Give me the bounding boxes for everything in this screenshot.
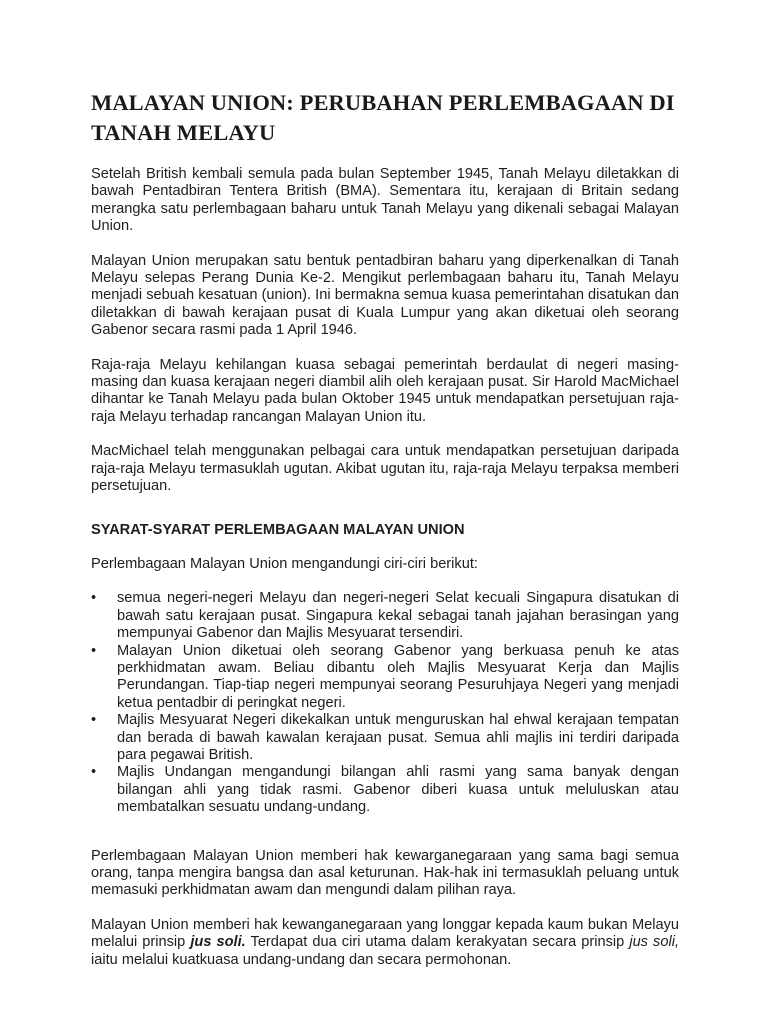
list-item-text: Majlis Mesyuarat Negeri dikekalkan untuk menguruskan hal ehwal kerajaan tempatan dan berada di bawah kawalan kerajaan pusat. Semua ahli majlis ini terdiri daripada para pegawai British. [117,712,679,763]
bullet-icon: • [91,712,97,729]
spacer [91,834,679,848]
bullet-icon: • [91,590,97,607]
document-title: MALAYAN UNION: PERUBAHAN PERLEMBAGAAN DI TANAH MELAYU [91,90,675,145]
list-item-text: Majlis Undangan mengandungi bilangan ahli rasmi yang sama banyak dengan bilangan ahli yang tidak rasmi. Gabenor diberi kuasa untuk meluluskan atau membatalkan sesuatu undang-undang. [117,764,679,816]
list-item [90,643,679,713]
bullet-icon: • [91,642,97,659]
list-item-text: Malayan Union diketuai oleh seorang Gabenor yang berkuasa penuh ke atas perkhidmatan awam. Beliau dibantu oleh Majlis Mesyuarat Kerja dan Majlis Perundangan. Tiap-tiap negeri mempunyai seorang Pesuruhjaya Negeri yang menjadi ketua pentadbir di peringkat negeri. [117,642,679,711]
jus-soli-text-3: iaitu melalui kuatkuasa undang-undang dan secara permohonan. [91,951,512,968]
list-item [90,590,679,642]
list-item [90,712,679,764]
list-item-text: semua negeri-negeri Melayu dan negeri-negeri Selat kecuali Singapura disatukan di bawah satu kerajaan pusat. Singapura kekal sebagai tanah jajahan berasingan yang mempunyai Gabenor dan Majlis Mesyuarat tersendiri. [117,590,679,642]
document-page [91,88,679,986]
paragraph-intro-2: Malayan Union merupakan satu bentuk pentadbiran baharu yang diperkenalkan di Tanah Melayu selepas Perang Dunia Ke-2. Mengikut perlembagaan baharu itu, Tanah Melayu menjadi sebuah kesatuan (union). Ini bermakna semua kuasa pemerintahan disatukan dan diletakkan di bawah kerajaan pusat di Kuala Lumpur yang akan diketuai oleh seorang Gabenor secara rasmi pada 1 April 1946. [91,252,679,339]
paragraph-intro-4: MacMichael telah menggunakan pelbagai cara untuk mendapatkan persetujuan daripada raja-raja Melayu termasuklah ugutan. Akibat ugutan itu, raja-raja Melayu terpaksa memberi persetujuan. [91,443,679,495]
section-heading: SYARAT-SYARAT PERLEMBAGAAN MALAYAN UNION [91,521,465,538]
paragraph-citizenship: Perlembagaan Malayan Union memberi hak kewarganegaraan yang sama bagi semua orang, tanpa mengira bangsa dan asal keturunan. Hak-hak ini termasuklah peluang untuk memasuki perkhidmatan awam dan mengundi dalam pilihan raya. [91,847,679,899]
section-intro: Perlembagaan Malayan Union mengandungi ciri-ciri berikut: [91,555,478,572]
jus-soli-text-2: Terdapat dua ciri utama dalam kerakyatan secara prinsip [245,934,630,951]
paragraph-intro-1: Setelah British kembali semula pada bulan September 1945, Tanah Melayu diletakkan di bawah Pentadbiran Tentera British (BMA). Sementara itu, kerajaan di Britain sedang merangka satu perlembagaan baharu untuk Tanah Melayu yang dikenali sebagai Malayan Union. [91,166,679,235]
paragraph-intro-3: Raja-raja Melayu kehilangan kuasa sebagai pemerintah berdaulat di negeri masing-masing dan kuasa kerajaan negeri diambil alih oleh kerajaan pusat. Sir Harold MacMichael dihantar ke Tanah Melayu pada bulan Oktober 1945 untuk mendapatkan persetujuan raja-raja Melayu terhadap rancangan Malayan Union itu. [91,356,679,425]
requirements-list [91,590,679,816]
jus-soli-emphasis-italic: jus soli, [629,934,680,951]
jus-soli-emphasis-bold: jus soli. [190,934,246,951]
list-item [90,764,679,816]
paragraph-jus-soli [91,917,679,969]
bullet-icon: • [91,764,97,781]
jus-soli-text-1: Malayan Union memberi hak kewanganegaraan yang longgar kepada kaum bukan Melayu melalui prinsip [91,916,679,951]
